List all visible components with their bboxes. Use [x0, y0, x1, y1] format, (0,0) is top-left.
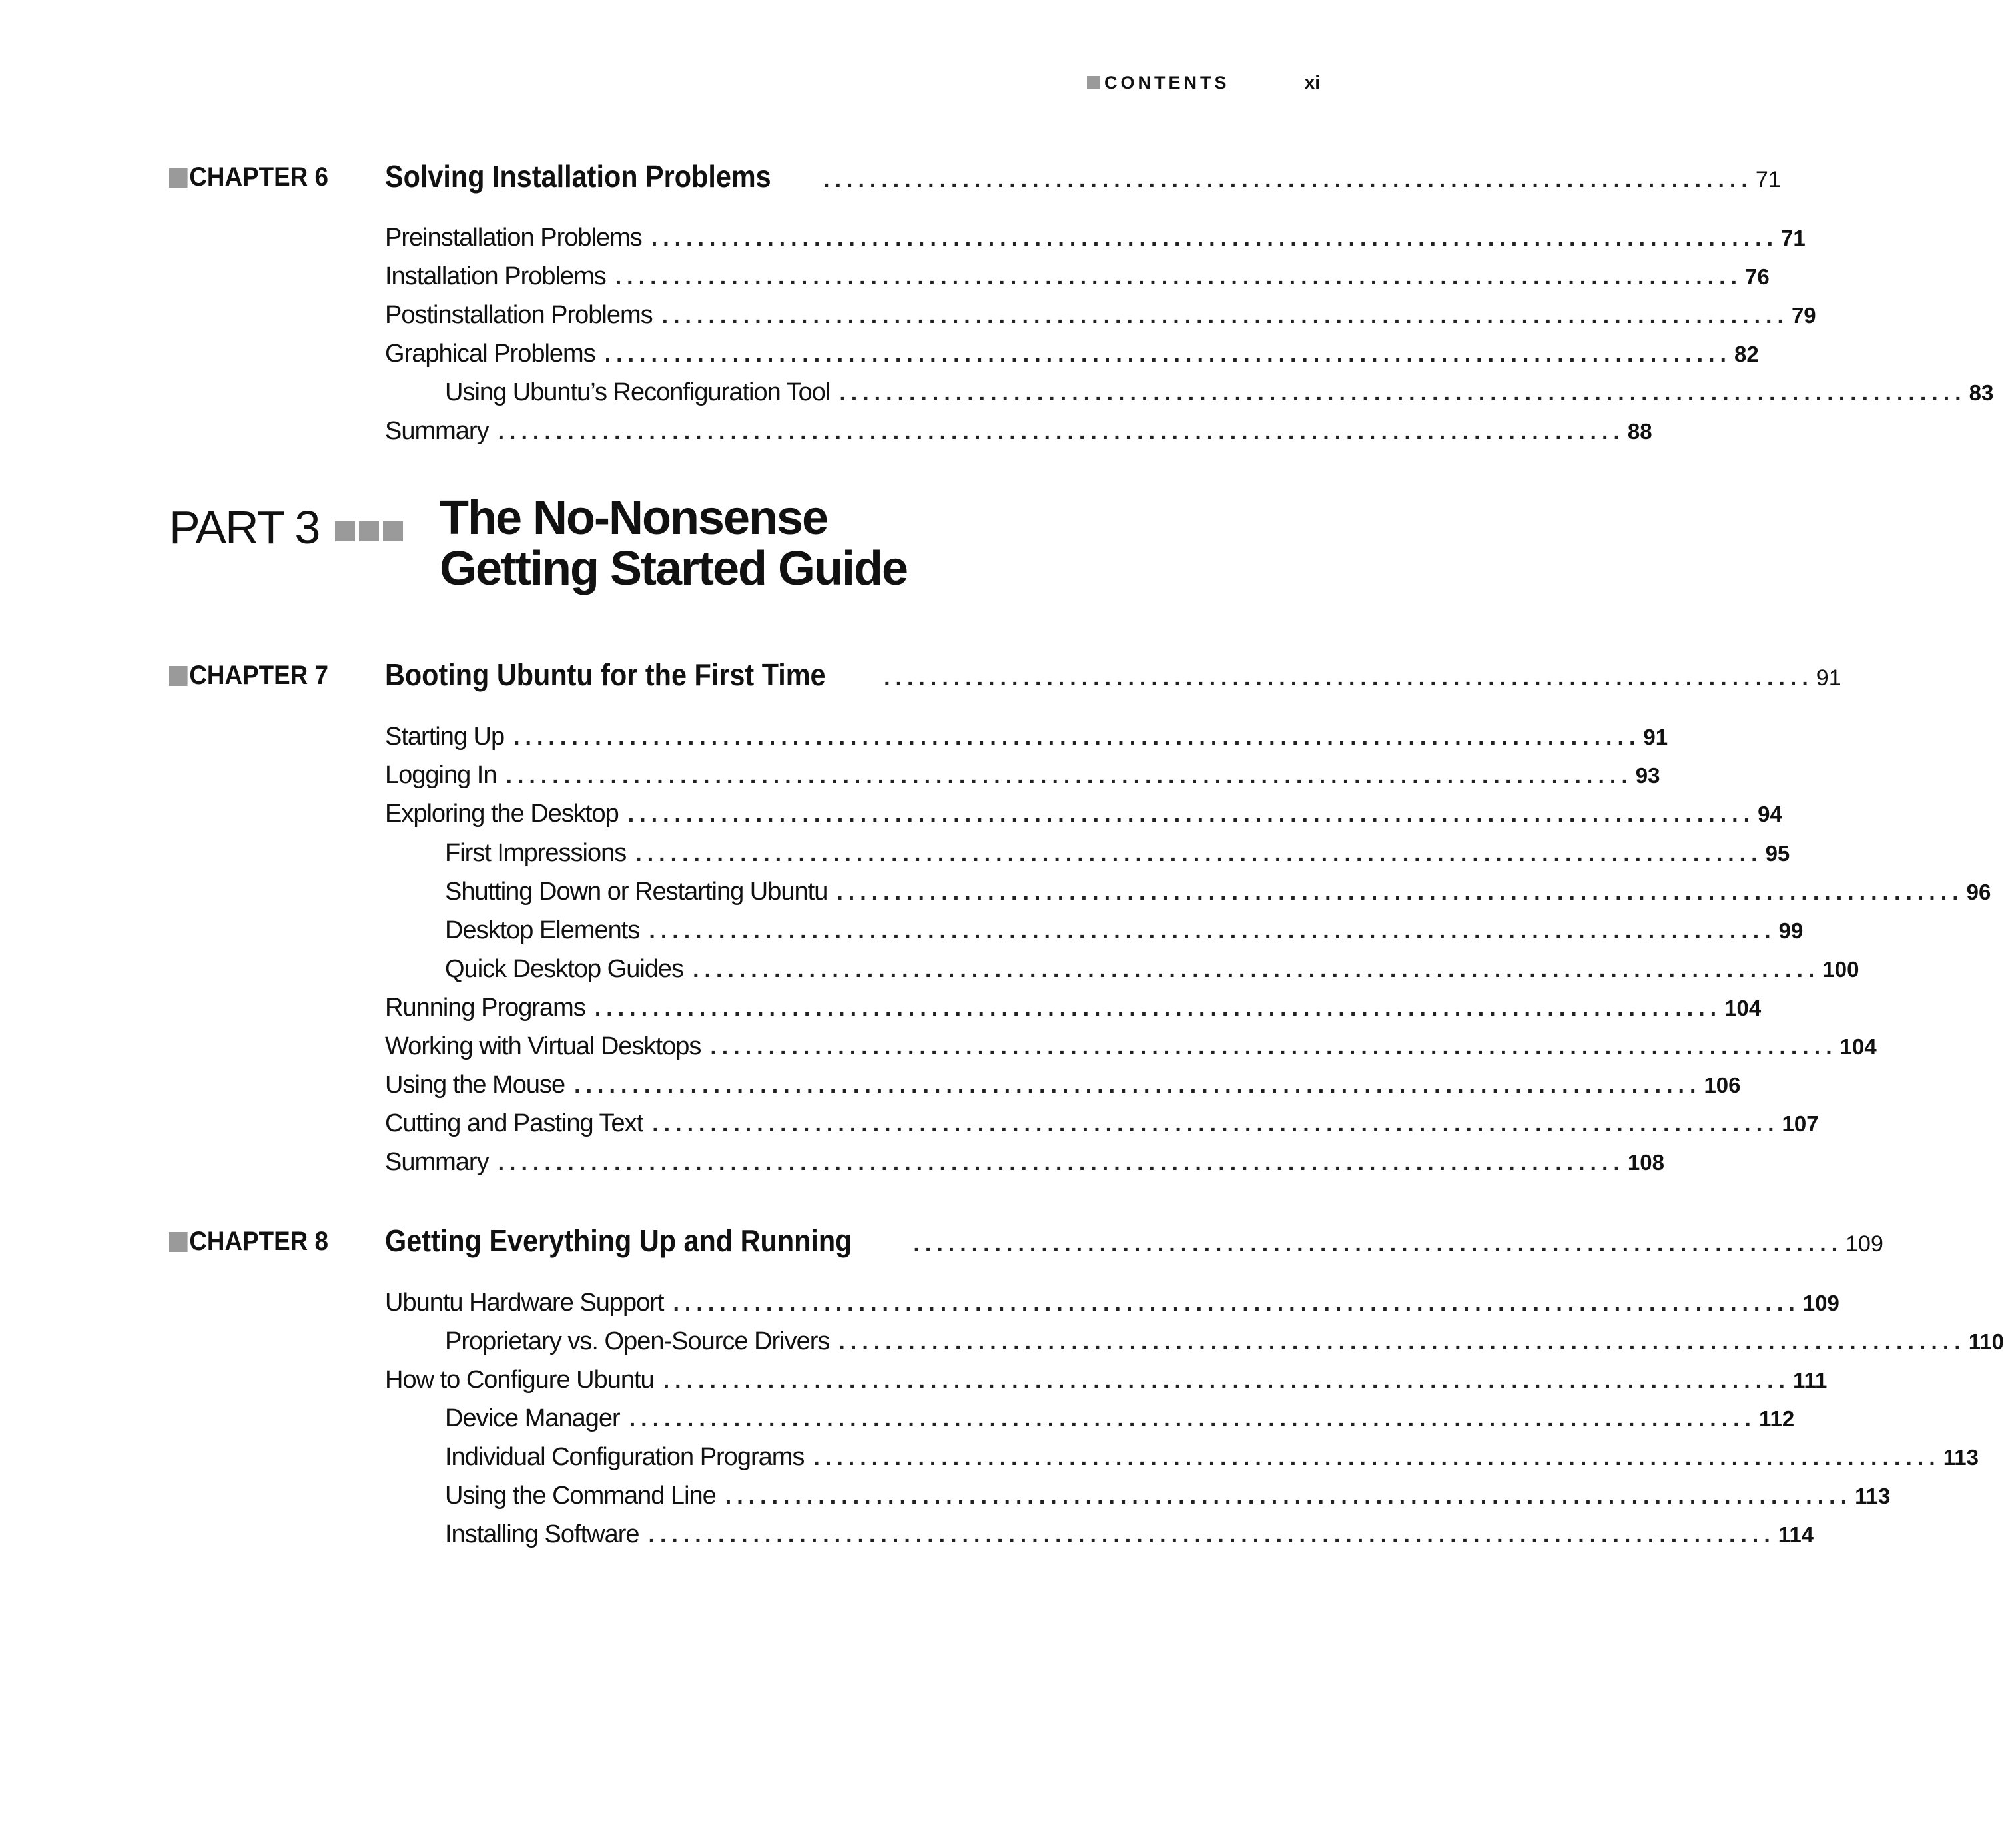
gray-square-icon	[359, 521, 379, 541]
page-number: xi	[1304, 72, 1320, 93]
toc-subentry[interactable]	[445, 1520, 1814, 1549]
toc-entry-title: Device Manager	[445, 1404, 620, 1432]
toc-entry[interactable]	[385, 1109, 1819, 1138]
toc-entry-title: Ubuntu Hardware Support	[385, 1289, 664, 1317]
dot-leader: .................................................................................................	[725, 1484, 1853, 1509]
toc-entry-page: 106	[1704, 1073, 1741, 1097]
dot-leader: .................................................................................................	[813, 1445, 1941, 1470]
toc-subentry[interactable]	[445, 1404, 1795, 1433]
toc-entry-page: 76	[1745, 264, 1770, 289]
toc-entry-page: 95	[1765, 841, 1790, 866]
chapter-6-title: Solving Installation Problems	[385, 159, 771, 194]
toc-entry-page: 109	[1802, 1291, 1839, 1315]
dot-leader: .................................................................................................	[635, 841, 1763, 866]
toc-entry-page: 112	[1758, 1406, 1795, 1431]
chapter-7-title: Booting Ubuntu for the First Time	[385, 657, 826, 692]
dot-leader: .................................................................................................	[648, 1522, 1776, 1548]
toc-entry[interactable]	[385, 262, 1770, 291]
chapter-6-title-line[interactable]	[385, 158, 1781, 194]
dot-leader: .................................................................................................	[649, 918, 1776, 944]
part-label: PART 3	[169, 501, 320, 553]
toc-entry-title: Starting Up	[385, 723, 505, 751]
toc-entry[interactable]	[385, 340, 1759, 368]
toc-entry-title: Quick Desktop Guides	[445, 955, 684, 983]
part-title-line-2: Getting Started Guide	[440, 542, 908, 595]
toc-entry-title: Installation Problems	[385, 262, 606, 290]
toc-entry-page: 96	[1966, 880, 1991, 904]
toc-entry-page: 108	[1627, 1150, 1664, 1175]
dot-leader: ................................................................................	[823, 167, 1753, 192]
toc-entry-title: Shutting Down or Restarting Ubuntu	[445, 878, 828, 906]
chapter-6-label	[169, 162, 328, 192]
toc-entry-page: 113	[1943, 1445, 1979, 1470]
toc-entry-title: Desktop Elements	[445, 916, 640, 944]
gray-square-icon	[383, 521, 403, 541]
toc-entry-title: Running Programs	[385, 994, 585, 1022]
toc-entry-title: First Impressions	[445, 839, 627, 867]
chapter-8-label-text: CHAPTER 8	[189, 1227, 328, 1256]
toc-entry-title: How to Configure Ubuntu	[385, 1366, 654, 1394]
section-label-text: CONTENTS	[1104, 72, 1230, 93]
toc-subentry[interactable]	[445, 916, 1804, 945]
chapter-7-title-line[interactable]	[385, 657, 1841, 693]
dot-leader: .................................................................................................	[836, 880, 1964, 905]
dot-leader: .................................................................................................	[663, 1368, 1790, 1393]
section-label	[1087, 73, 1230, 93]
gray-square-icon	[169, 666, 188, 686]
toc-entry-title: Graphical Problems	[385, 340, 595, 368]
toc-entry[interactable]	[385, 723, 1668, 751]
dot-leader: .................................................................................................	[505, 763, 1633, 788]
toc-subentry[interactable]	[445, 955, 1859, 984]
toc-entry-title: Working with Virtual Desktops	[385, 1032, 701, 1060]
part-divider	[335, 521, 403, 541]
toc-entry-title: Using the Command Line	[445, 1482, 716, 1510]
dot-leader: .................................................................................................	[498, 419, 1625, 444]
toc-entry-page: 82	[1734, 342, 1759, 366]
toc-subentry[interactable]	[445, 378, 1994, 407]
chapter-8-title-line[interactable]	[385, 1223, 1883, 1259]
toc-entry-title: Proprietary vs. Open-Source Drivers	[445, 1327, 830, 1355]
toc-entry[interactable]	[385, 994, 1762, 1022]
dot-leader: .................................................................................................	[693, 957, 1820, 982]
toc-entry-title: Summary	[385, 1148, 489, 1176]
chapter-8-page: 109	[1845, 1231, 1883, 1257]
toc-subentry[interactable]	[445, 878, 1991, 906]
part-title-line-1: The No-Nonsense	[440, 491, 828, 545]
toc-entry[interactable]	[385, 301, 1816, 330]
toc-entry[interactable]	[385, 1366, 1828, 1394]
dot-leader: .................................................................................................	[574, 1073, 1702, 1098]
dot-leader: .................................................................................................	[651, 226, 1779, 251]
toc-entry-page: 111	[1792, 1368, 1828, 1392]
toc-entry-page: 79	[1791, 303, 1816, 328]
toc-entry-page: 88	[1627, 419, 1652, 444]
running-header	[1087, 72, 1320, 93]
gray-square-icon	[169, 168, 188, 188]
toc-entry-page: 104	[1724, 996, 1762, 1020]
toc-entry[interactable]	[385, 417, 1652, 446]
chapter-6-page: 71	[1755, 167, 1781, 192]
toc-entry-title: Summary	[385, 417, 489, 445]
toc-entry-title: Using the Mouse	[385, 1071, 565, 1099]
toc-entry-page: 114	[1778, 1522, 1814, 1547]
dot-leader: .................................................................................................	[627, 802, 1756, 827]
toc-entry[interactable]	[385, 1289, 1839, 1317]
toc-entry-title: Using Ubuntu’s Reconfiguration Tool	[445, 378, 831, 406]
chapter-6-label-text: CHAPTER 6	[189, 162, 328, 192]
toc-entry[interactable]	[385, 1032, 1877, 1061]
toc-entry-page: 93	[1635, 763, 1660, 788]
gray-square-icon	[1087, 76, 1100, 89]
dot-leader: .................................................................................................	[629, 1406, 1756, 1432]
toc-entry-title: Logging In	[385, 761, 497, 789]
toc-subentry[interactable]	[445, 1482, 1891, 1510]
toc-entry-page: 94	[1758, 802, 1782, 826]
toc-entry[interactable]	[385, 1071, 1741, 1099]
toc-entry-page: 71	[1781, 226, 1806, 250]
chapter-8-title: Getting Everything Up and Running	[385, 1223, 852, 1258]
dot-leader: .................................................................................................	[498, 1150, 1625, 1175]
toc-entry-title: Postinstallation Problems	[385, 301, 653, 329]
toc-entry-title: Exploring the Desktop	[385, 800, 619, 828]
toc-subentry[interactable]	[445, 1443, 1979, 1472]
toc-entry-title: Cutting and Pasting Text	[385, 1109, 643, 1137]
toc-entry-page: 110	[1968, 1329, 2004, 1354]
toc-entry-page: 107	[1782, 1111, 1819, 1136]
dot-leader: .................................................................................................	[673, 1291, 1800, 1316]
toc-subentry[interactable]	[445, 839, 1790, 868]
chapter-7-label-text: CHAPTER 7	[189, 661, 328, 690]
dot-leader: .................................................................................................	[513, 725, 1641, 750]
toc-entry-page: 99	[1778, 918, 1804, 943]
dot-leader: .................................................................................................	[604, 342, 1732, 367]
toc-entry[interactable]	[385, 1148, 1664, 1177]
toc-entry-page: 113	[1855, 1484, 1891, 1508]
toc-entry-page: 104	[1839, 1034, 1877, 1059]
dot-leader: .................................................................................................	[652, 1111, 1780, 1137]
chapter-7-label	[169, 661, 328, 691]
toc-entry[interactable]	[385, 800, 1782, 828]
dot-leader: .................................................................................................	[615, 264, 1743, 290]
toc-entry-title: Preinstallation Problems	[385, 224, 642, 252]
dot-leader: .................................................................................................	[710, 1034, 1837, 1060]
toc-entry[interactable]	[385, 761, 1660, 790]
dot-leader: ................................................................................	[884, 665, 1814, 691]
dot-leader: .................................................................................................	[838, 1329, 1966, 1355]
toc-entry-title: Installing Software	[445, 1520, 639, 1548]
chapter-8-label	[169, 1227, 328, 1257]
chapter-7-page: 91	[1816, 665, 1841, 691]
toc-entry[interactable]	[385, 224, 1806, 252]
dot-leader: .................................................................................................	[839, 380, 1967, 406]
dot-leader: .................................................................................................	[661, 303, 1789, 328]
dot-leader: .................................................................................................	[594, 996, 1722, 1021]
toc-subentry[interactable]	[445, 1327, 2004, 1356]
toc-entry-title: Individual Configuration Programs	[445, 1443, 805, 1471]
part-title[interactable]	[440, 493, 907, 594]
toc-entry-page: 100	[1822, 957, 1859, 982]
toc-entry-page: 91	[1643, 725, 1668, 749]
dot-leader: ................................................................................	[913, 1231, 1843, 1257]
gray-square-icon	[335, 521, 355, 541]
gray-square-icon	[169, 1232, 188, 1252]
toc-entry-page: 83	[1969, 380, 1994, 405]
